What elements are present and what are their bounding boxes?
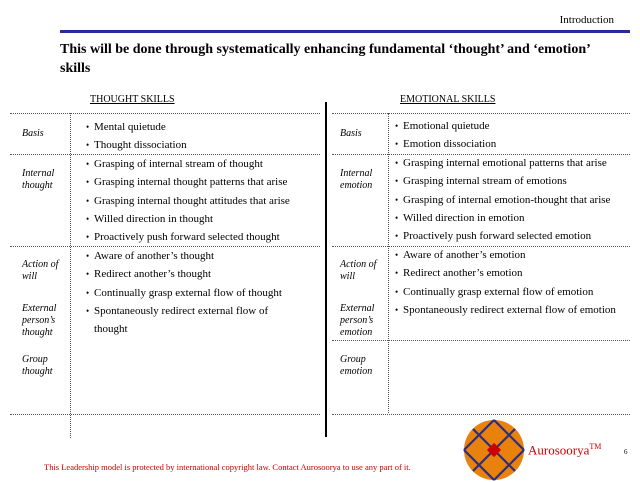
divider xyxy=(10,113,320,114)
divider xyxy=(10,414,320,415)
list-item: • Proactively push forward selected thought xyxy=(82,228,297,246)
row-label-external-persons-thought: External person’s thought xyxy=(22,303,57,338)
row-label-basis: Basis xyxy=(340,128,362,139)
list-item: • Emotional quietude xyxy=(391,117,616,135)
list-item: • Continually grasp external flow of thought xyxy=(82,284,297,302)
list-item: • Grasping internal thought patterns that arise xyxy=(82,173,297,191)
row-label-external-persons-emotion: External person’s emotion xyxy=(340,303,375,338)
list-item: • Proactively push forward selected emotion xyxy=(391,227,616,245)
page-number: 6 xyxy=(624,448,628,456)
aurosoorya-logo-icon xyxy=(462,418,526,482)
list-item: • Grasping of internal stream of thought xyxy=(82,155,297,173)
list-item: • Spontaneously redirect external flow of emotion xyxy=(391,301,616,319)
list-item: • Willed direction in thought xyxy=(82,210,297,228)
trademark-mark: TM xyxy=(589,442,602,451)
row-label-group-thought: Group thought xyxy=(22,354,53,377)
list-item: • Grasping of internal emotion-thought that arise xyxy=(391,191,616,209)
row-label-action-of-will: Action of will xyxy=(22,259,59,282)
thought-skills-list xyxy=(82,118,297,339)
copyright-notice: This Leadership model is protected by international copyright law. Contact Aurosoorya to use any part of it. xyxy=(44,462,411,472)
divider xyxy=(388,113,389,413)
list-item: • Continually grasp external flow of emotion xyxy=(391,283,616,301)
emotional-skills-list xyxy=(391,117,616,319)
section-label: Introduction xyxy=(559,14,614,26)
divider xyxy=(332,113,630,114)
list-item: • Spontaneously redirect external flow of thought xyxy=(82,302,297,339)
list-item: • Redirect another’s thought xyxy=(82,265,297,283)
list-item: • Emotion dissociation xyxy=(391,135,616,153)
list-item: • Grasping internal stream of emotions xyxy=(391,172,616,190)
row-label-action-of-will: Action of will xyxy=(340,259,377,282)
thought-skills-heading: THOUGHT SKILLS xyxy=(90,94,175,105)
list-item: • Aware of another’s emotion xyxy=(391,246,616,264)
list-item: • Aware of another’s thought xyxy=(82,247,297,265)
list-item: • Willed direction in emotion xyxy=(391,209,616,227)
brand-name: Aurosoorya xyxy=(528,442,590,458)
brand-wordmark xyxy=(528,442,601,458)
divider xyxy=(332,340,630,341)
divider xyxy=(332,414,630,415)
center-divider xyxy=(325,102,327,437)
row-label-internal-thought: Internal thought xyxy=(22,168,55,191)
list-item: • Grasping internal thought attitudes that arise xyxy=(82,192,297,210)
slide-title: This will be done through systematically enhancing fundamental ‘thought’ and ‘emotion’ skills xyxy=(60,42,590,76)
header-rule xyxy=(60,30,630,33)
emotional-skills-heading: EMOTIONAL SKILLS xyxy=(400,94,496,105)
divider xyxy=(70,113,71,438)
row-label-internal-emotion: Internal emotion xyxy=(340,168,373,191)
list-item: • Redirect another’s emotion xyxy=(391,264,616,282)
list-item: • Mental quietude xyxy=(82,118,297,136)
list-item: • Grasping internal emotional patterns that arise xyxy=(391,154,616,172)
list-item: • Thought dissociation xyxy=(82,136,297,154)
row-label-group-emotion: Group emotion xyxy=(340,354,373,377)
row-label-basis: Basis xyxy=(22,128,44,139)
